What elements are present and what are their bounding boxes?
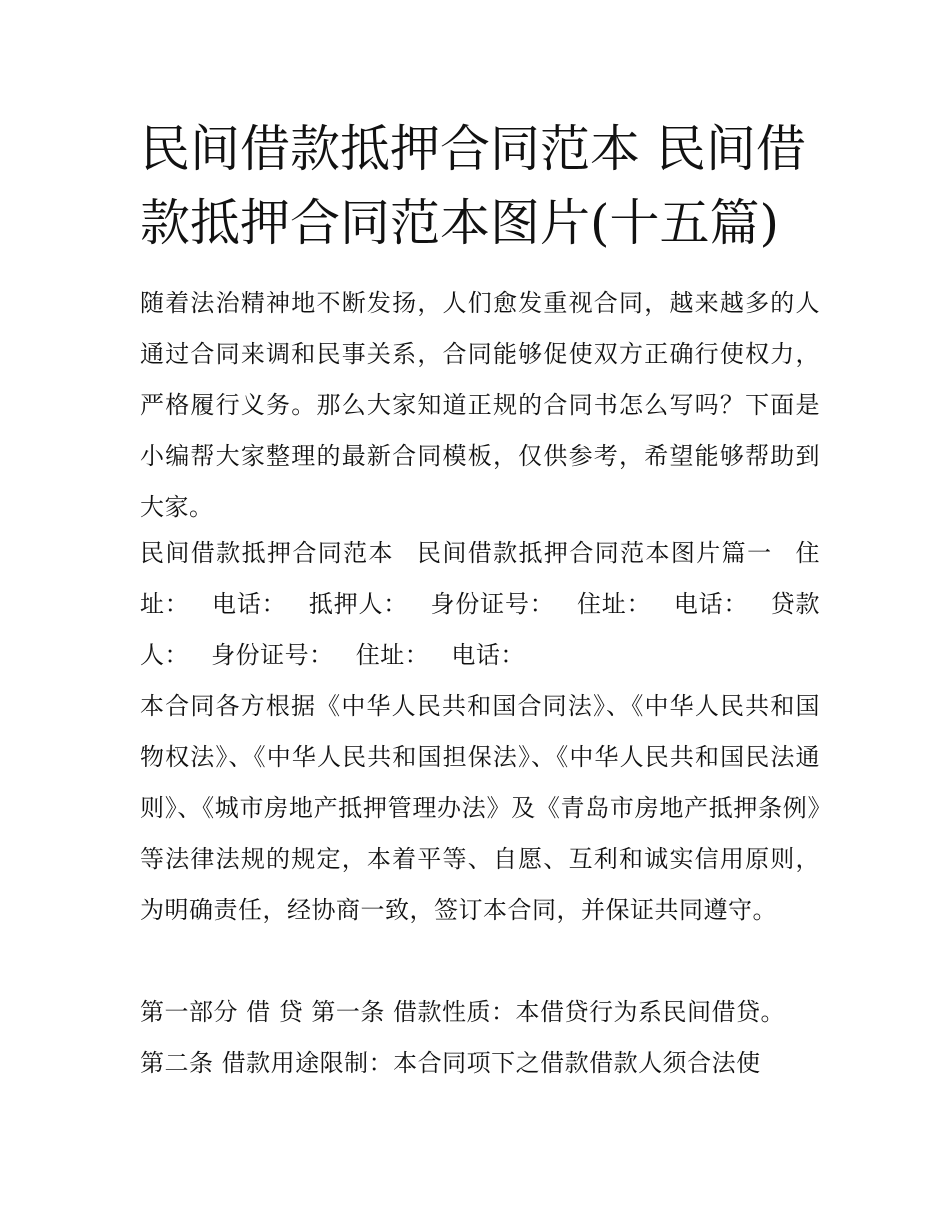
article-two-paragraph: 第二条 借款用途限制：本合同项下之借款借款人须合法使 — [140, 1049, 761, 1077]
document-title: 民间借款抵押合同范本 民间借款抵押合同范本图片(十五篇) — [140, 120, 806, 252]
intro-paragraph: 随着法治精神地不断发扬，人们愈发重视合同，越来越多的人通过合同来调和民事关系，合同能够促使双方正确行使权力，严格履行义务。那么大家知道正规的合同书怎么写吗？下面是小编帮大家整理的最新合同模板，仅供参考，希望能够帮助到大家。 — [140, 289, 820, 521]
part-one-heading-paragraph: 第一部分 借 贷 第一条 借款性质：本借贷行为系民间借贷。 — [140, 998, 786, 1026]
parties-paragraph: 民间借款抵押合同范本 民间借款抵押合同范本图片篇一 住址： 电话： 抵押人： 身份证号： 住址： 电话： 贷款人： 身份证号： 住址： 电话： — [140, 539, 820, 669]
legal-basis-paragraph: 本合同各方根据《中华人民共和国合同法》、《中华人民共和国物权法》、《中华人民共和国担保法》、《中华人民共和国民法通则》、《城市房地产抵押管理办法》及《青岛市房地产抵押条例》等法律法规的规定，本着平等、自愿、互利和诚实信用原则，为明确责任，经协商一致，签订本合同，并保证共同遵守。 — [140, 692, 820, 924]
